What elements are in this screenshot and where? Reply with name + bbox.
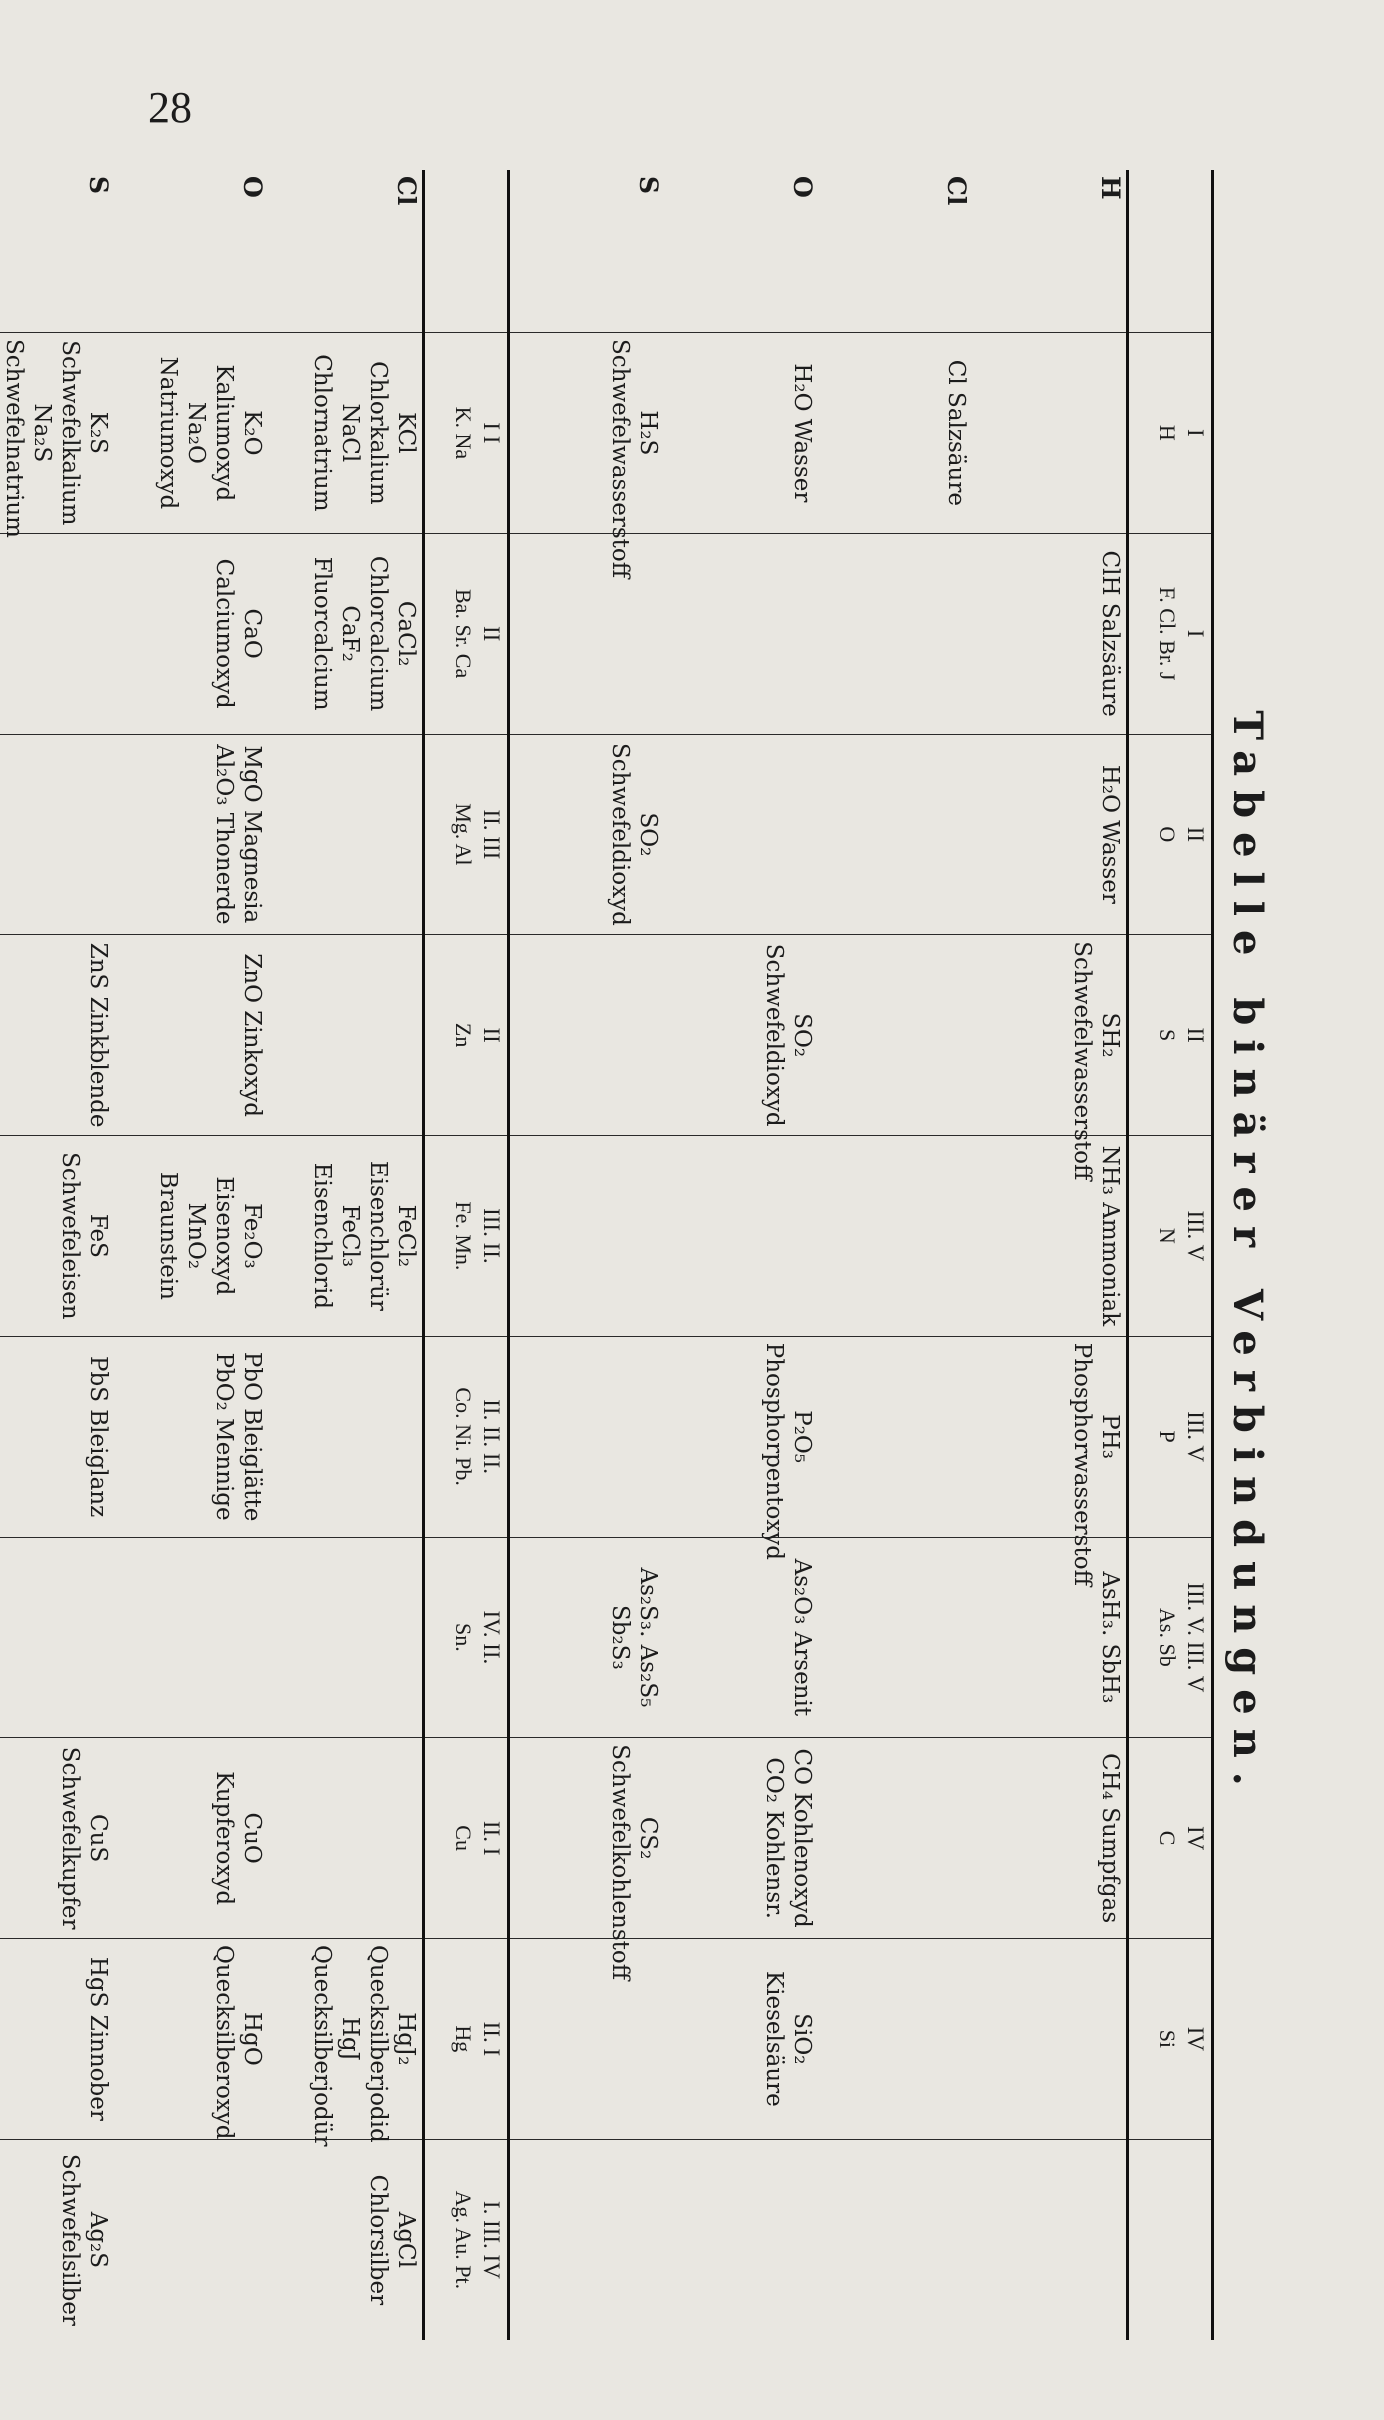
row-element: O xyxy=(238,176,267,198)
table-cell xyxy=(268,1537,424,1738)
table-cell xyxy=(268,1336,424,1537)
rotated-table-area xyxy=(1,170,1280,2340)
binary-compounds-table xyxy=(0,170,1214,2340)
column-header: III. V P xyxy=(1128,1336,1213,1537)
table-cell: AsH₃. SbH₃ xyxy=(972,1537,1128,1738)
table-cell xyxy=(0,1537,114,1738)
table-cell: HgJ₂ Quecksilberjodid HgJ Quecksilberjodür xyxy=(268,1939,424,2140)
row-element: S xyxy=(0,170,114,333)
table-cell xyxy=(664,2139,818,2340)
table-cell xyxy=(114,2139,268,2340)
table-cell: HgO Quecksilberoxyd xyxy=(114,1939,268,2140)
table-cell: Ag₂S Schwefelsilber xyxy=(0,2139,114,2340)
table-cell: SO₂ Schwefeldioxyd xyxy=(509,734,665,935)
table-cell xyxy=(664,1136,818,1337)
table-cell xyxy=(0,734,114,935)
table-row xyxy=(664,170,818,2340)
column-header: II. III Mg. Al xyxy=(424,734,509,935)
table-cell xyxy=(818,2139,972,2340)
table-cell: HgS Zinnober xyxy=(0,1939,114,2140)
table-cell: ClH Salzsäure xyxy=(972,533,1128,734)
table-cell: KCl Chlorkalium NaCl Chlornatrium xyxy=(268,333,424,534)
column-header: III. V N xyxy=(1128,1136,1213,1337)
table-cell xyxy=(509,1136,665,1337)
table-cell xyxy=(509,1939,665,2140)
table-cell: ZnO Zinkoxyd xyxy=(114,935,268,1136)
table-cell xyxy=(972,333,1128,534)
table-cell xyxy=(0,533,114,734)
column-header: III. V. III. V As. Sb xyxy=(1128,1537,1213,1738)
column-header: II. I Hg xyxy=(424,1939,509,2140)
table-cell xyxy=(664,533,818,734)
table-cell xyxy=(972,2139,1128,2340)
table-cell: FeCl₂ Eisenchlorür FeCl₃ Eisenchlorid xyxy=(268,1136,424,1337)
column-header: II Ba. Sr. Ca xyxy=(424,533,509,734)
table-cell xyxy=(268,734,424,935)
column-header: I. III. IV Ag. Au. Pt. xyxy=(424,2139,509,2340)
table-cell: H₂O Wasser xyxy=(664,333,818,534)
column-header: II O xyxy=(1128,734,1213,935)
table-title: Tabelle binärer Verbindungen. xyxy=(1224,710,1271,1800)
table-row xyxy=(818,170,972,2340)
table-cell xyxy=(268,1738,424,1939)
table-cell xyxy=(509,935,665,1136)
column-header: II Zn xyxy=(424,935,509,1136)
table-cell xyxy=(818,533,972,734)
row-element: Cl xyxy=(268,170,424,333)
table-cell: H₂O Wasser xyxy=(972,734,1128,935)
table-cell: CS₂ Schwefelkohlenstoff xyxy=(509,1738,665,1939)
column-header: II. I Cu xyxy=(424,1738,509,1939)
table-cell xyxy=(818,1336,972,1537)
table-cell: P₂O₅ Phosphorpentoxyd xyxy=(664,1336,818,1537)
table-row xyxy=(509,170,665,2340)
table-cell: ZnS Zinkblende xyxy=(0,935,114,1136)
table-cell xyxy=(818,734,972,935)
table-cell: MgO Magnesia Al₂O₃ Thonerde xyxy=(114,734,268,935)
table-row xyxy=(268,170,424,2340)
table-cell: CaO Calciumoxyd xyxy=(114,533,268,734)
table-cell: CH₄ Sumpfgas xyxy=(972,1738,1128,1939)
table-cell: Fe₂O₃ Eisenoxyd MnO₂ Braunstein xyxy=(114,1136,268,1337)
table-cell xyxy=(664,734,818,935)
page-number: 28 xyxy=(148,83,192,132)
table-row xyxy=(114,170,268,2340)
table-cell xyxy=(268,935,424,1136)
column-header: IV C xyxy=(1128,1738,1213,1939)
table-cell: AgCl Chlorsilber xyxy=(268,2139,424,2340)
column-header: I I K. Na xyxy=(424,333,509,534)
column-header: IV Si xyxy=(1128,1939,1213,2140)
table-cell: CO Kohlenoxyd CO₂ Kohlensr. xyxy=(664,1738,818,1939)
column-header: IV. II. Sn. xyxy=(424,1537,509,1738)
table-cell: K₂S Schwefelkalium Na₂S Schwefelnatrium xyxy=(0,333,114,534)
column-header: II S xyxy=(1128,935,1213,1136)
column-header: II. II. II. Co. Ni. Pb. xyxy=(424,1336,509,1537)
table-cell xyxy=(509,533,665,734)
table-cell xyxy=(818,1136,972,1337)
row-element: S xyxy=(509,170,665,333)
table-cell: PbS Bleiglanz xyxy=(0,1336,114,1537)
table-cell xyxy=(114,1537,268,1738)
row-element: O xyxy=(788,176,817,198)
table-cell: CaCl₂ Chlorcalcium CaF₂ Fluorcalcium xyxy=(268,533,424,734)
table-cell xyxy=(972,1939,1128,2140)
table-row xyxy=(0,170,114,2340)
column-header: III. II. Fe. Mn. xyxy=(424,1136,509,1337)
table-cell: SO₂ Schwefeldioxyd xyxy=(664,935,818,1136)
table-cell xyxy=(818,935,972,1136)
column-header: I F. Cl. Br. J xyxy=(1128,533,1213,734)
table-cell: As₂S₃. As₂S₅ Sb₂S₃ xyxy=(509,1537,665,1738)
table-cell xyxy=(818,1537,972,1738)
table-cell: FeS Schwefeleisen xyxy=(0,1136,114,1337)
metal-header-row xyxy=(424,170,509,2340)
row-element: H xyxy=(972,170,1128,333)
nonmetal-header-row xyxy=(1128,170,1213,2340)
table-cell: NH₃ Ammoniak xyxy=(972,1136,1128,1337)
table-cell: H₂S Schwefelwasserstoff xyxy=(509,333,665,534)
table-cell: Cl Salzsäure xyxy=(818,333,972,534)
table-cell: SH₂ Schwefelwasserstoff xyxy=(972,935,1128,1136)
table-cell: PbO Bleiglätte PbO₂ Mennige xyxy=(114,1336,268,1537)
corner-cell xyxy=(1128,170,1213,333)
table-cell: As₂O₃ Arsenit xyxy=(664,1537,818,1738)
table-cell: SiO₂ Kieselsäure xyxy=(664,1939,818,2140)
table-cell: K₂O Kaliumoxyd Na₂O Natriumoxyd xyxy=(114,333,268,534)
table-cell xyxy=(818,1738,972,1939)
column-header xyxy=(1128,2139,1213,2340)
table-cell: CuS Schwefelkupfer xyxy=(0,1738,114,1939)
table-row xyxy=(972,170,1128,2340)
table-cell xyxy=(509,1336,665,1537)
row-element: Cl xyxy=(942,176,971,206)
table-cell: PH₃ Phosphorwasserstoff xyxy=(972,1336,1128,1537)
table-cell xyxy=(818,1939,972,2140)
table-cell: CuO Kupferoxyd xyxy=(114,1738,268,1939)
column-header: I H xyxy=(1128,333,1213,534)
corner-cell xyxy=(424,170,509,333)
table-cell xyxy=(509,2139,665,2340)
